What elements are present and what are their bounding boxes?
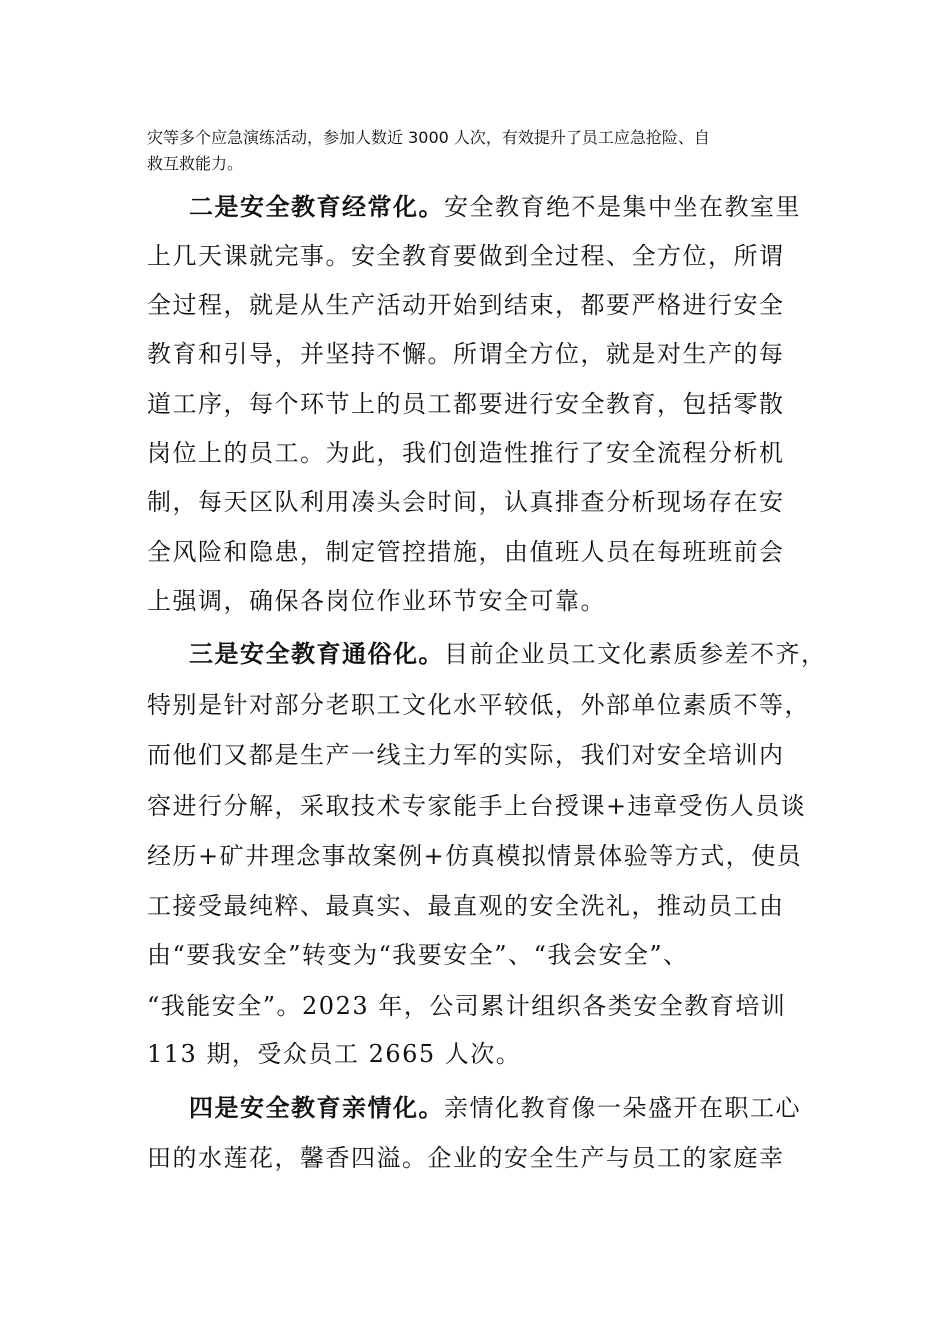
paragraph-2-line: 安全教育绝不是集中坐在教室里 [444, 193, 801, 221]
paragraph-3-line: 而他们又都是生产一线主力军的实际，我们对安全培训内 [147, 741, 785, 769]
paragraph-4-lead: 四是安全教育亲情化。 [189, 1094, 444, 1122]
paragraph-2-lead: 二是安全教育经常化。 [189, 193, 444, 221]
paragraph-3-line: 113 期，受众员工 2665 人次。 [147, 1040, 522, 1068]
paragraph-3-line: 经历+矿井理念事故案例+仿真模拟情景体验等方式，使员 [147, 842, 803, 870]
paragraph-2-line: 全风险和隐患，制定管控措施，由值班人员在每班班前会 [147, 538, 785, 566]
paragraph-3-lead: 三是安全教育通俗化。 [189, 640, 444, 668]
paragraph-3-line: 目前企业员工文化素质参差不齐， [444, 640, 827, 668]
paragraph-2-line: 全过程，就是从生产活动开始到结束，都要严格进行安全 [147, 291, 785, 319]
paragraph-2-line: 制，每天区队利用凑头会时间，认真排查分析现场存在安 [147, 488, 785, 516]
paragraph-4-line: 亲情化教育像一朵盛开在职工心 [444, 1094, 801, 1122]
paragraph-3-line: 容进行分解，采取技术专家能手上台授课+违章受伤人员谈 [147, 792, 807, 820]
paragraph-4-first-line [189, 1093, 801, 1123]
paragraph-2-line: 岗位上的员工。为此，我们创造性推行了安全流程分析机 [147, 439, 785, 467]
paragraph-2-line: 教育和引导，并坚持不懈。所谓全方位，就是对生产的每 [147, 340, 785, 368]
intro-line-1: 灾等多个应急演练活动，参加人数近 3000 人次，有效提升了员工应急抢险、自 [147, 128, 710, 147]
intro-line-2: 救互救能力。 [147, 154, 244, 173]
paragraph-2-line: 道工序，每个环节上的员工都要进行安全教育，包括零散 [147, 390, 785, 418]
paragraph-3-first-line [189, 639, 827, 669]
paragraph-3-line: “我能安全”。2023 年，公司累计组织各类安全教育培训 [147, 992, 787, 1020]
paragraph-3-line: 工接受最纯粹、最真实、最直观的安全洗礼，推动员工由 [147, 892, 785, 920]
paragraph-4-line: 田的水莲花，馨香四溢。企业的安全生产与员工的家庭幸 [147, 1144, 785, 1172]
paragraph-2-line: 上强调，确保各岗位作业环节安全可靠。 [147, 587, 606, 615]
paragraph-2-line: 上几天课就完事。安全教育要做到全过程、全方位，所谓 [147, 242, 785, 270]
paragraph-3-line: 由“要我安全”转变为“我要安全”、“我会安全”、 [147, 941, 689, 969]
paragraph-3-line: 特别是针对部分老职工文化水平较低，外部单位素质不等， [147, 691, 810, 719]
paragraph-2-first-line [189, 192, 801, 222]
